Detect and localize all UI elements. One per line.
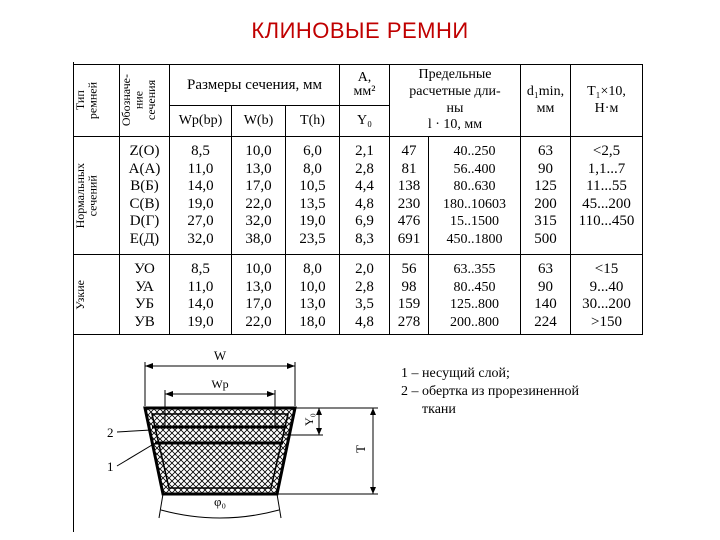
cell-y0: 4,8 [355,313,374,330]
cell-area: 81 [401,160,417,177]
column-torque [571,137,643,255]
cell-area: 476 [397,213,421,229]
header-type: Тип ремней [74,65,120,137]
header-area: A, мм² [340,65,390,106]
cell-t: 18,0 [299,313,326,330]
cell-wp: 19,0 [187,195,214,212]
column-d1min [521,255,571,335]
cell-t: 10,5 [299,178,326,194]
column-torque [571,255,643,335]
column-wp [170,255,232,335]
dim-phi0-label: φ₀ [213,494,227,509]
cell-y0: 8,3 [355,230,374,247]
cell-designation: Z(O) [129,143,160,159]
cell-y0: 6,9 [355,213,374,229]
belt-cross-section [73,340,673,535]
column-t [286,137,340,255]
dim-t-label: T [353,445,368,453]
cell-w: 10,0 [245,143,272,159]
cell-d1min: 90 [538,160,553,177]
column-w [232,137,286,255]
group-label-cell [74,255,120,335]
cell-t: 13,5 [299,195,326,212]
header-sizes: Размеры сечения, мм [170,65,340,106]
header-t: T(h) [286,106,340,137]
cell-wp: 27,0 [187,213,214,229]
cell-d1min: 90 [538,278,553,295]
cell-lengths: 40..250 [453,144,496,159]
cell-area: 691 [397,230,421,247]
cell-torque: 45...200 [582,195,631,212]
column-y0 [340,137,390,255]
cell-area: 98 [401,278,417,295]
cell-lengths: 125..800 [450,297,499,312]
cell-d1min: 224 [534,313,557,330]
cell-torque: 30...200 [582,296,631,312]
cell-designation: D(Г) [129,213,160,229]
cell-designation: A(A) [128,160,161,177]
cell-w: 32,0 [245,213,272,229]
cell-lengths: 80..630 [453,179,496,194]
cell-designation: УА [135,278,154,295]
cell-w: 13,0 [245,160,272,177]
header-wp: Wp(bp) [170,106,232,137]
cell-d1min: 63 [538,261,553,277]
group-label: Узкие [73,279,87,310]
cell-y0: 4,4 [355,178,374,194]
cell-area: 56 [401,261,417,277]
column-area [390,137,429,255]
cell-wp: 14,0 [187,178,214,194]
cell-y0: 2,1 [355,143,374,159]
cell-wp: 11,0 [187,160,214,177]
cell-area: 278 [397,313,421,330]
dim-w-label: W [213,348,227,363]
cell-d1min: 140 [534,296,557,312]
dim-y0-label: Y₀ [302,413,316,426]
cell-torque: <15 [594,261,619,277]
cell-t: 23,5 [299,230,326,247]
cell-wp: 8,5 [191,261,210,277]
column-y0 [340,255,390,335]
column-wp [170,137,232,255]
callout-2: 2 [107,425,114,440]
cell-d1min: 315 [534,213,557,229]
cell-designation: C(B) [129,195,160,212]
cell-y0: 2,8 [355,160,374,177]
cell-lengths: 200..800 [450,314,499,330]
page-title: КЛИНОВЫЕ РЕМНИ [251,18,469,43]
cell-torque: 110...450 [578,213,635,229]
cell-designation: УО [134,261,155,277]
cell-torque: >150 [591,313,622,330]
cell-lengths: 80..450 [453,279,496,295]
cell-t: 8,0 [303,160,322,177]
cell-designation: УБ [134,296,155,312]
cell-d1min: 500 [534,230,557,247]
cell-lengths: 450..1800 [446,231,503,247]
cell-torque: <2,5 [592,143,621,159]
cell-t: 19,0 [299,213,326,229]
column-w [232,255,286,335]
header-w: W(b) [232,106,286,137]
header-designation: Обозначе- ние сечения [120,65,170,137]
cell-w: 38,0 [245,230,272,247]
header-torque: T₁×10, Н·м [571,65,643,137]
cell-lengths: 180..10603 [443,196,506,212]
group-label-cell [74,137,120,255]
cell-d1min: 200 [534,195,557,212]
cell-area: 47 [401,143,417,159]
cell-y0: 3,5 [355,296,374,312]
legend-item-1: 1 – несущий слой; [401,366,510,381]
cell-lengths: 63..355 [453,262,496,277]
column-designation [120,137,170,255]
cell-d1min: 125 [534,178,557,194]
header-lengths: Предельные расчетные дли- ны l · 10, мм [390,65,521,137]
dim-wp-label: Wp [211,377,229,391]
group-label: Нормальных сечений [73,162,100,229]
cell-w: 10,0 [245,261,272,277]
header-d1min: d₁min, мм [521,65,571,137]
cell-lengths: 15..1500 [450,214,499,229]
cell-t: 10,0 [299,278,326,295]
cell-designation: E(Д) [129,230,160,247]
column-lengths [429,137,521,255]
belt-table [73,64,643,335]
cell-torque: 1,1...7 [587,160,626,177]
column-lengths [429,255,521,335]
cell-wp: 8,5 [191,143,210,159]
cell-torque [571,231,642,249]
cell-torque: 11...55 [586,178,627,194]
cell-t: 6,0 [303,143,322,159]
cell-y0: 2,0 [355,261,374,277]
cell-area: 138 [397,178,421,194]
cell-w: 22,0 [245,313,272,330]
header-y0: Y₀ [340,106,390,137]
cell-w: 17,0 [245,178,272,194]
cell-y0: 4,8 [355,195,374,212]
cell-area: 230 [397,195,421,212]
callout-1: 1 [107,459,114,474]
cell-t: 13,0 [299,296,326,312]
cell-d1min: 63 [538,143,553,159]
group-row [74,137,643,255]
column-designation [120,255,170,335]
cell-area: 159 [397,296,421,312]
cell-t: 8,0 [303,261,322,277]
cell-w: 17,0 [245,296,272,312]
cell-wp: 19,0 [187,313,214,330]
cell-wp: 11,0 [187,278,214,295]
cell-lengths: 56..400 [453,161,496,177]
column-d1min [521,137,571,255]
legend-item-2: 2 – обертка из прорезиненной ткани [401,384,579,417]
cell-y0: 2,8 [355,278,374,295]
group-row [74,255,643,335]
cell-wp: 32,0 [187,230,214,247]
cell-designation: УВ [134,313,155,330]
column-area [390,255,429,335]
cell-w: 13,0 [245,278,272,295]
cell-wp: 14,0 [187,296,214,312]
cell-designation: B(Б) [130,178,159,194]
cell-torque: 9...40 [589,278,624,295]
column-t [286,255,340,335]
cell-w: 22,0 [245,195,272,212]
